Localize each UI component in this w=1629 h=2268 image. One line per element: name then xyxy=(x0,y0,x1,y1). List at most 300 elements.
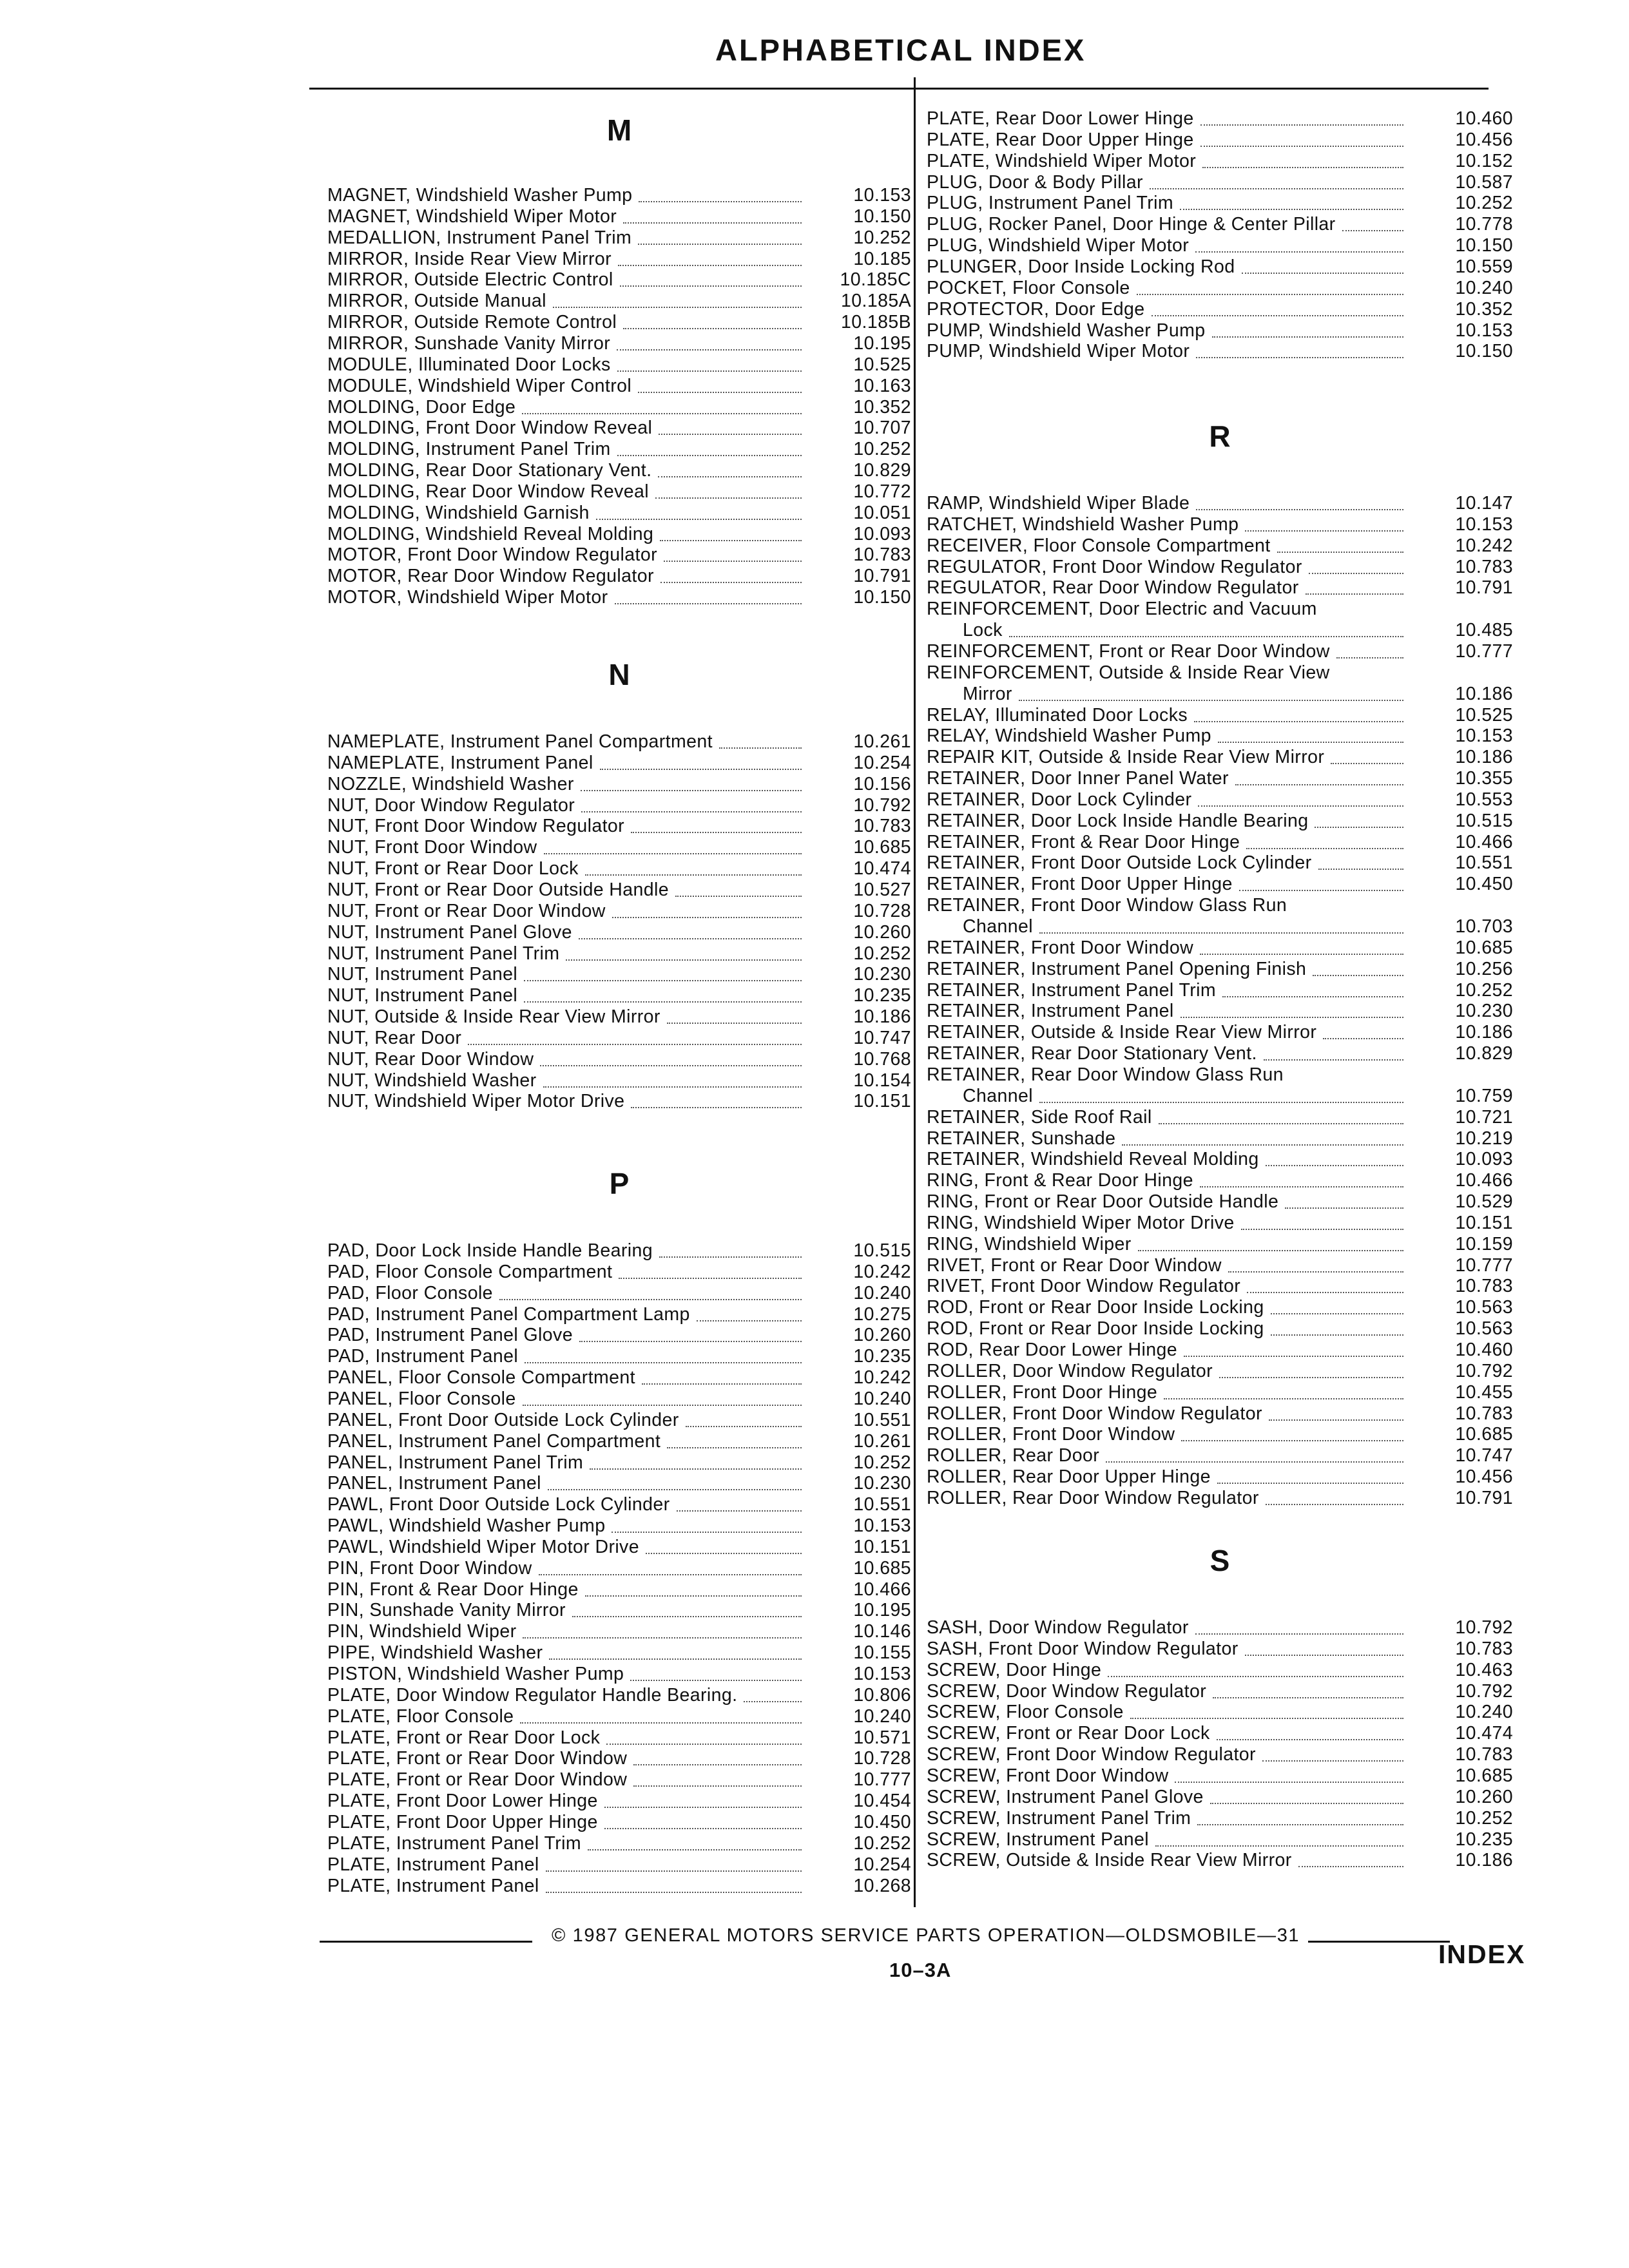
leader-dots xyxy=(1197,1806,1403,1825)
entry-description: PANEL, Front Door Outside Lock Cylinder xyxy=(327,1409,679,1430)
entry-page-number: 10.159 xyxy=(1455,1233,1513,1254)
index-entry xyxy=(927,1466,1513,1488)
leader-dots xyxy=(615,585,802,604)
index-entry xyxy=(927,811,1513,832)
entry-page-number: 10.153 xyxy=(1455,320,1513,341)
index-entry xyxy=(927,641,1513,662)
entry-description: SCREW, Floor Console xyxy=(927,1702,1124,1723)
index-entry xyxy=(327,1304,911,1325)
entry-description: MOLDING, Front Door Window Reveal xyxy=(327,418,653,439)
leader-dots xyxy=(1331,745,1403,764)
index-entry xyxy=(327,544,911,566)
leader-dots xyxy=(1323,1020,1403,1039)
leader-dots xyxy=(1106,1443,1403,1463)
entry-page-number: 10.783 xyxy=(1455,1403,1513,1424)
entry-description: RETAINER, Side Roof Rail xyxy=(927,1106,1152,1128)
leader-dots xyxy=(468,1026,802,1045)
leader-dots xyxy=(585,856,802,876)
leader-dots xyxy=(617,437,802,456)
section-letter-r: R xyxy=(1209,419,1231,453)
entry-description: PLATE, Front or Rear Door Lock xyxy=(327,1727,601,1748)
index-entry xyxy=(927,1276,1513,1297)
index-entry xyxy=(927,1128,1513,1149)
index-entry xyxy=(327,901,911,922)
index-entry xyxy=(927,620,1513,641)
index-entry xyxy=(927,1424,1513,1445)
index-entry xyxy=(327,354,911,376)
entry-description: MIRROR, Sunshade Vanity Mirror xyxy=(327,332,611,354)
entry-description: PLUNGER, Door Inside Locking Rod xyxy=(927,256,1235,277)
index-entry xyxy=(927,278,1513,299)
entry-description: Channel xyxy=(963,1085,1033,1106)
entry-page-number: 10.153 xyxy=(853,185,911,206)
index-entry xyxy=(327,964,911,985)
leader-dots xyxy=(524,983,802,1003)
index-entry xyxy=(327,1473,911,1494)
entry-page-number: 10.455 xyxy=(1455,1381,1513,1403)
leader-dots xyxy=(1181,999,1403,1018)
entry-description: PAD, Door Lock Inside Handle Bearing xyxy=(327,1240,653,1261)
entry-page-number: 10.352 xyxy=(853,396,911,418)
entry-page-number: 10.260 xyxy=(853,1325,911,1346)
leader-dots xyxy=(618,247,802,266)
entry-page-number: 10.783 xyxy=(1455,1638,1513,1659)
index-entry xyxy=(327,1791,911,1812)
entry-description: NUT, Instrument Panel Glove xyxy=(327,921,572,943)
entry-description: RETAINER, Front Door Window Glass Run xyxy=(927,895,1287,916)
entry-page-number: 10.261 xyxy=(853,1430,911,1452)
index-entry xyxy=(327,1833,911,1854)
footer-copyright: © 1987 GENERAL MOTORS SERVICE PARTS OPERATION—OLDSMOBILE—31 xyxy=(552,1925,1300,1946)
index-entry xyxy=(927,916,1513,937)
entry-description: MOTOR, Rear Door Window Regulator xyxy=(327,566,654,587)
leader-dots xyxy=(1245,512,1403,532)
entry-page-number: 10.515 xyxy=(1455,810,1513,831)
entry-page-number: 10.252 xyxy=(853,439,911,460)
index-entry xyxy=(927,1617,1513,1639)
entry-page-number: 10.254 xyxy=(853,1854,911,1875)
entry-description: POCKET, Floor Console xyxy=(927,277,1130,298)
leader-dots xyxy=(579,1323,802,1342)
index-entry xyxy=(327,397,911,418)
entry-page-number: 10.466 xyxy=(853,1579,911,1600)
entry-description: PLATE, Door Window Regulator Handle Bearing. xyxy=(327,1684,738,1706)
index-entry xyxy=(327,1410,911,1431)
index-entry xyxy=(927,193,1513,214)
entry-description: PAD, Instrument Panel xyxy=(327,1346,519,1367)
leader-dots xyxy=(572,1598,802,1617)
entry-page-number: 10.559 xyxy=(1455,256,1513,277)
leader-dots xyxy=(1150,170,1403,189)
index-entry xyxy=(927,937,1513,959)
leader-dots xyxy=(1222,978,1403,997)
entry-description: ROLLER, Front Door Hinge xyxy=(927,1381,1158,1403)
leader-dots xyxy=(667,1429,802,1448)
entry-page-number: 10.163 xyxy=(853,375,911,396)
index-entry xyxy=(927,1765,1513,1787)
index-entry xyxy=(327,1769,911,1791)
index-entry xyxy=(927,1170,1513,1191)
entry-description: NAMEPLATE, Instrument Panel xyxy=(327,752,593,773)
entry-description: NUT, Rear Door Window xyxy=(327,1048,534,1070)
entry-page-number: 10.783 xyxy=(853,544,911,566)
leader-dots xyxy=(1198,787,1403,807)
entry-page-number: 10.268 xyxy=(853,1875,911,1896)
index-entry xyxy=(327,1283,911,1304)
leader-dots xyxy=(1309,555,1403,574)
leader-dots xyxy=(1285,1189,1403,1209)
entry-description: PAD, Instrument Panel Compartment Lamp xyxy=(327,1303,690,1325)
entry-description: SCREW, Door Hinge xyxy=(927,1659,1102,1680)
index-entry xyxy=(927,726,1513,747)
entry-page-number: 10.352 xyxy=(1455,298,1513,320)
index-entry xyxy=(327,418,911,439)
entry-page-number: 10.527 xyxy=(853,879,911,900)
index-entry xyxy=(327,816,911,837)
entry-page-number: 10.768 xyxy=(853,1048,911,1070)
entry-description: PLUG, Windshield Wiper Motor xyxy=(927,235,1190,256)
leader-dots xyxy=(588,1831,802,1850)
leader-dots xyxy=(1266,1486,1403,1505)
index-entry xyxy=(327,1854,911,1876)
index-entry xyxy=(927,320,1513,341)
index-entry xyxy=(327,1367,911,1389)
footer-rule-left xyxy=(320,1941,532,1943)
index-entry xyxy=(927,577,1513,599)
index-entry xyxy=(927,705,1513,726)
index-entry xyxy=(327,1537,911,1558)
leader-dots xyxy=(540,1047,802,1066)
entry-page-number: 10.685 xyxy=(1455,1765,1513,1786)
entry-description: PANEL, Instrument Panel xyxy=(327,1473,541,1494)
entry-description: NUT, Door Window Regulator xyxy=(327,794,575,816)
index-entry xyxy=(927,493,1513,514)
leader-dots xyxy=(585,1577,802,1597)
right-column xyxy=(927,0,1513,1933)
entry-description: NUT, Front or Rear Door Outside Handle xyxy=(327,879,669,900)
entry-page-number: 10.474 xyxy=(1455,1723,1513,1744)
entry-description: RETAINER, Sunshade xyxy=(927,1128,1116,1149)
leader-dots xyxy=(1217,1465,1403,1484)
index-entry xyxy=(927,1744,1513,1765)
index-entry xyxy=(327,1006,911,1028)
entry-description: ROLLER, Front Door Window Regulator xyxy=(927,1403,1262,1424)
index-entry xyxy=(927,959,1513,980)
leader-dots xyxy=(1159,1105,1403,1124)
index-entry xyxy=(327,481,911,503)
leader-dots xyxy=(631,1089,802,1108)
index-entry xyxy=(327,587,911,608)
leader-dots xyxy=(617,352,802,372)
index-entry xyxy=(327,1325,911,1346)
leader-dots xyxy=(1245,1637,1403,1656)
leader-dots xyxy=(1271,1295,1403,1314)
entry-description: ROLLER, Door Window Regulator xyxy=(927,1360,1213,1381)
entry-page-number: 10.783 xyxy=(1455,556,1513,577)
index-entry xyxy=(927,874,1513,895)
leader-dots xyxy=(660,522,802,541)
entry-page-number: 10.230 xyxy=(853,964,911,985)
entry-description: RETAINER, Outside & Inside Rear View Mirror xyxy=(927,1022,1317,1043)
index-entry xyxy=(327,1346,911,1367)
index-entry xyxy=(327,1642,911,1664)
entry-page-number: 10.747 xyxy=(1455,1445,1513,1466)
entry-page-number: 10.252 xyxy=(853,943,911,964)
leader-dots xyxy=(1130,1700,1403,1719)
entry-page-number: 10.792 xyxy=(853,794,911,816)
entry-description: PLATE, Rear Door Upper Hinge xyxy=(927,129,1194,150)
index-entry xyxy=(927,1191,1513,1213)
entry-page-number: 10.230 xyxy=(853,1473,911,1494)
entry-page-number: 10.450 xyxy=(853,1811,911,1832)
leader-dots xyxy=(1242,255,1403,274)
index-entry xyxy=(927,172,1513,193)
entry-description: RETAINER, Front Door Window xyxy=(927,937,1194,958)
entry-page-number: 10.485 xyxy=(1455,620,1513,641)
index-entry xyxy=(927,1829,1513,1850)
leader-dots xyxy=(1228,1253,1403,1273)
entry-description: RING, Windshield Wiper xyxy=(927,1233,1132,1254)
leader-dots xyxy=(1122,1126,1403,1146)
leader-dots xyxy=(1155,1827,1403,1847)
index-entry xyxy=(927,214,1513,235)
entry-page-number: 10.685 xyxy=(1455,937,1513,958)
entry-page-number: 10.685 xyxy=(853,837,911,858)
entry-page-number: 10.185B xyxy=(841,312,911,333)
entry-description: PLATE, Instrument Panel xyxy=(327,1875,539,1896)
entry-page-number: 10.456 xyxy=(1455,1466,1513,1488)
index-entry xyxy=(927,299,1513,320)
index-entry xyxy=(327,206,911,227)
leader-dots xyxy=(546,1852,802,1872)
entry-description: SCREW, Door Window Regulator xyxy=(927,1680,1207,1702)
leader-dots xyxy=(659,1238,802,1258)
entry-page-number: 10.792 xyxy=(1455,1360,1513,1381)
entry-page-number: 10.759 xyxy=(1455,1085,1513,1106)
leader-dots xyxy=(1277,533,1403,553)
index-entry xyxy=(927,514,1513,535)
entry-page-number: 10.242 xyxy=(853,1261,911,1282)
entry-description: MIRROR, Outside Manual xyxy=(327,291,546,312)
leader-dots xyxy=(581,772,802,791)
leader-dots xyxy=(1269,1401,1403,1421)
entry-description: REINFORCEMENT, Door Electric and Vacuum xyxy=(927,599,1317,620)
entry-page-number: 10.783 xyxy=(1455,1744,1513,1765)
entry-page-number: 10.150 xyxy=(1455,341,1513,362)
leader-dots xyxy=(1200,106,1403,126)
index-entry xyxy=(927,895,1513,916)
leader-dots xyxy=(1009,618,1403,637)
index-entry xyxy=(327,333,911,354)
entry-description: PUMP, Windshield Washer Pump xyxy=(927,320,1206,341)
leader-dots xyxy=(596,501,802,520)
entry-page-number: 10.571 xyxy=(853,1727,911,1748)
entry-page-number: 10.185A xyxy=(841,291,911,312)
leader-dots xyxy=(1247,1274,1403,1293)
entry-page-number: 10.147 xyxy=(1455,493,1513,514)
entry-page-number: 10.185C xyxy=(840,269,911,291)
entry-description: RETAINER, Door Lock Cylinder xyxy=(927,789,1192,810)
leader-dots xyxy=(1137,276,1403,295)
entry-description: RING, Front & Rear Door Hinge xyxy=(927,1170,1193,1191)
leader-dots xyxy=(523,1619,802,1639)
leader-dots xyxy=(1210,1785,1403,1804)
entry-page-number: 10.777 xyxy=(853,1769,911,1791)
entry-page-number: 10.525 xyxy=(1455,704,1513,726)
entry-description: MAGNET, Windshield Wiper Motor xyxy=(327,206,617,227)
entry-page-number: 10.150 xyxy=(853,587,911,608)
entry-description: PLATE, Front or Rear Door Window xyxy=(327,1769,628,1791)
index-entry xyxy=(327,249,911,270)
index-entry xyxy=(327,1579,911,1600)
entry-page-number: 10.151 xyxy=(1455,1212,1513,1233)
entry-description: PLUG, Door & Body Pillar xyxy=(927,171,1143,193)
leader-dots xyxy=(581,793,802,812)
leader-dots xyxy=(646,1535,802,1554)
entry-description: ROD, Front or Rear Door Inside Locking xyxy=(927,1297,1264,1318)
entry-description: RECEIVER, Floor Console Compartment xyxy=(927,535,1271,556)
entry-description: PAWL, Front Door Outside Lock Cylinder xyxy=(327,1494,670,1515)
entry-description: PAD, Floor Console xyxy=(327,1282,493,1303)
index-entry xyxy=(927,1149,1513,1170)
entry-page-number: 10.275 xyxy=(853,1303,911,1325)
entry-description: MOLDING, Windshield Garnish xyxy=(327,502,590,523)
index-entry xyxy=(927,662,1513,684)
leader-dots xyxy=(1241,1211,1403,1230)
entry-page-number: 10.153 xyxy=(853,1664,911,1684)
index-entry xyxy=(927,1255,1513,1276)
leader-dots xyxy=(1213,1679,1403,1698)
entry-page-number: 10.553 xyxy=(1455,789,1513,810)
index-entry xyxy=(927,1234,1513,1255)
index-entry xyxy=(327,1621,911,1642)
entry-description: PANEL, Instrument Panel Compartment xyxy=(327,1430,661,1452)
entry-description: MOLDING, Rear Door Window Reveal xyxy=(327,481,650,502)
leader-dots xyxy=(1266,1147,1403,1166)
entry-description: PISTON, Windshield Washer Pump xyxy=(327,1664,624,1684)
leader-dots xyxy=(579,920,802,939)
index-entry xyxy=(327,439,911,460)
entry-page-number: 10.146 xyxy=(853,1621,911,1642)
leader-dots xyxy=(686,1408,802,1427)
entry-page-number: 10.230 xyxy=(1455,1001,1513,1022)
entry-page-number: 10.551 xyxy=(1455,852,1513,874)
entry-description: NUT, Rear Door xyxy=(327,1027,462,1048)
index-entry xyxy=(927,1403,1513,1425)
index-entry xyxy=(327,1664,911,1685)
leader-dots xyxy=(1181,1422,1403,1441)
index-entry xyxy=(927,151,1513,172)
entry-description: NUT, Front Door Window xyxy=(327,837,537,858)
index-entry xyxy=(327,1049,911,1070)
index-entry xyxy=(927,1086,1513,1107)
entry-description: MOTOR, Front Door Window Regulator xyxy=(327,544,657,566)
entry-description: SCREW, Instrument Panel Glove xyxy=(927,1786,1204,1807)
entry-description: NOZZLE, Windshield Washer xyxy=(327,773,574,794)
entry-page-number: 10.525 xyxy=(853,354,911,375)
entry-page-number: 10.252 xyxy=(853,227,911,248)
section-letter-m: M xyxy=(606,113,632,147)
entry-page-number: 10.235 xyxy=(853,985,911,1006)
leader-dots xyxy=(719,729,802,749)
entry-description: PANEL, Instrument Panel Trim xyxy=(327,1452,584,1473)
entry-description: MODULE, Windshield Wiper Control xyxy=(327,375,632,396)
entry-description: PANEL, Floor Console xyxy=(327,1388,516,1409)
entry-page-number: 10.051 xyxy=(853,502,911,523)
index-entry xyxy=(327,1262,911,1283)
leader-dots xyxy=(659,416,802,435)
entry-page-number: 10.153 xyxy=(853,1515,911,1537)
leader-dots xyxy=(1180,191,1403,210)
entry-page-number: 10.195 xyxy=(853,1600,911,1621)
leader-dots xyxy=(1200,128,1403,147)
leader-dots xyxy=(1212,318,1403,338)
entry-page-number: 10.240 xyxy=(853,1282,911,1303)
entry-page-number: 10.185 xyxy=(853,248,911,269)
entry-page-number: 10.721 xyxy=(1455,1106,1513,1128)
entry-page-number: 10.252 xyxy=(1455,193,1513,214)
leader-dots xyxy=(1194,703,1403,722)
entry-description: ROLLER, Front Door Window xyxy=(927,1424,1175,1445)
leader-dots xyxy=(675,878,802,897)
index-entry xyxy=(927,1660,1513,1681)
index-entry xyxy=(327,1600,911,1621)
leader-dots xyxy=(638,374,802,393)
page-title: ALPHABETICAL INDEX xyxy=(715,33,1086,67)
leader-dots xyxy=(612,899,802,918)
leader-dots xyxy=(1239,872,1403,891)
entry-description: NUT, Instrument Panel Trim xyxy=(327,943,560,964)
entry-page-number: 10.186 xyxy=(1455,1850,1513,1871)
entry-page-number: 10.093 xyxy=(1455,1149,1513,1170)
leader-dots xyxy=(1235,766,1403,785)
index-entry xyxy=(327,376,911,397)
entry-description: REINFORCEMENT, Front or Rear Door Window xyxy=(927,640,1330,662)
index-entry xyxy=(327,985,911,1006)
leader-dots xyxy=(660,564,802,583)
entry-page-number: 10.153 xyxy=(1455,514,1513,535)
leader-dots xyxy=(667,1004,802,1024)
footer-page-number: 10–3A xyxy=(889,1959,952,1981)
leader-dots xyxy=(655,479,802,499)
entry-page-number: 10.791 xyxy=(853,566,911,587)
entry-description: RAMP, Windshield Wiper Blade xyxy=(927,493,1190,514)
index-entry xyxy=(927,747,1513,768)
entry-page-number: 10.466 xyxy=(1455,1170,1513,1191)
entry-description: SCREW, Instrument Panel Trim xyxy=(927,1807,1191,1829)
entry-page-number: 10.456 xyxy=(1455,129,1513,150)
index-entry xyxy=(327,1431,911,1452)
leader-dots xyxy=(1175,1763,1403,1783)
index-entry xyxy=(927,1001,1513,1022)
entry-description: PLATE, Front Door Lower Hinge xyxy=(327,1791,598,1812)
leader-dots xyxy=(1264,1041,1403,1061)
index-entry xyxy=(327,1240,911,1262)
entry-page-number: 10.829 xyxy=(1455,1043,1513,1064)
entry-page-number: 10.155 xyxy=(853,1642,911,1664)
leader-dots xyxy=(619,1260,802,1279)
entry-description: ROD, Rear Door Lower Hinge xyxy=(927,1340,1177,1360)
leader-dots xyxy=(600,751,802,770)
entry-description: NAMEPLATE, Instrument Panel Compartment xyxy=(327,731,713,752)
section-letter-n: N xyxy=(608,658,630,691)
section-letter-p: P xyxy=(609,1167,630,1200)
entry-page-number: 10.240 xyxy=(853,1706,911,1727)
entry-description: RING, Windshield Wiper Motor Drive xyxy=(927,1212,1235,1233)
left-column xyxy=(327,0,911,1933)
entry-description: PIPE, Windshield Washer xyxy=(327,1642,543,1664)
index-entry xyxy=(927,1318,1513,1340)
